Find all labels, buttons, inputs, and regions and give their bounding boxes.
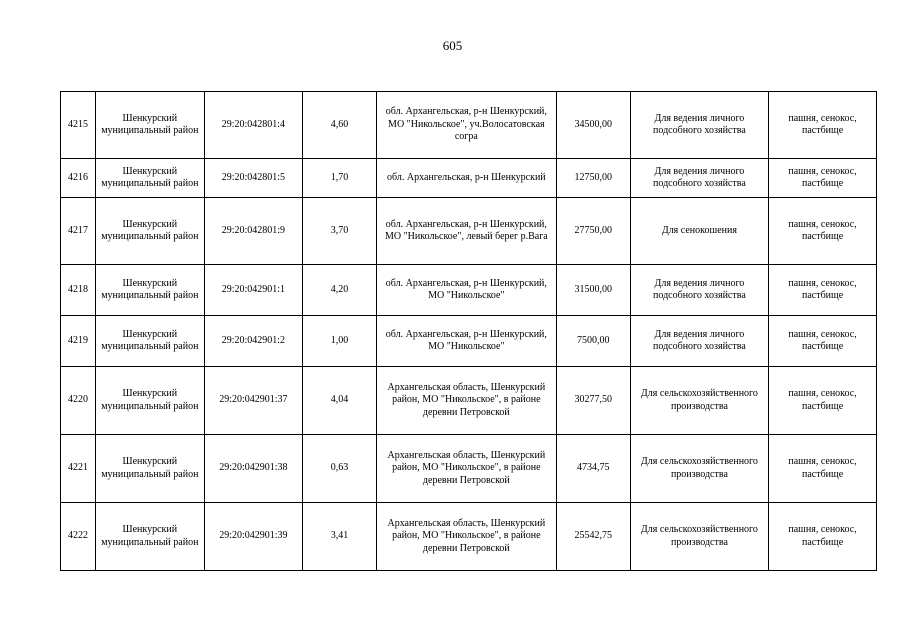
row-number: 4215 bbox=[61, 92, 96, 159]
area-cell: 0,63 bbox=[303, 435, 377, 503]
cadastre-number-cell: 29:20:042901:2 bbox=[204, 316, 302, 367]
area-cell: 1,70 bbox=[303, 159, 377, 198]
page-number: 605 bbox=[442, 38, 463, 53]
table-row bbox=[61, 159, 877, 198]
cadastre-number-cell: 29:20:042801:4 bbox=[204, 92, 302, 159]
value-cell: 25542,75 bbox=[556, 503, 630, 571]
table-row bbox=[61, 92, 877, 159]
table-row bbox=[61, 435, 877, 503]
address-cell: обл. Архангельская, р-н Шенкурский, МО "Никольское" bbox=[377, 265, 557, 316]
purpose-cell: Для сельскохозяйственного производства bbox=[630, 367, 768, 435]
address-cell: Архангельская область, Шенкурский район, МО "Никольское", в районе деревни Петровской bbox=[377, 503, 557, 571]
district-cell: Шенкурский муниципальный район bbox=[95, 265, 204, 316]
land-use-cell: пашня, сенокос, пастбище bbox=[769, 92, 877, 159]
district-cell: Шенкурский муниципальный район bbox=[95, 92, 204, 159]
land-use-cell: пашня, сенокос, пастбище bbox=[769, 159, 877, 198]
land-plots-table bbox=[60, 91, 877, 571]
area-cell: 3,41 bbox=[303, 503, 377, 571]
purpose-cell: Для ведения личного подсобного хозяйства bbox=[630, 316, 768, 367]
row-number: 4222 bbox=[61, 503, 96, 571]
area-cell: 4,60 bbox=[303, 92, 377, 159]
cadastre-number-cell: 29:20:042901:1 bbox=[204, 265, 302, 316]
land-use-cell: пашня, сенокос, пастбище bbox=[769, 198, 877, 265]
land-use-cell: пашня, сенокос, пастбище bbox=[769, 503, 877, 571]
purpose-cell: Для сельскохозяйственного производства bbox=[630, 503, 768, 571]
row-number: 4221 bbox=[61, 435, 96, 503]
row-number: 4220 bbox=[61, 367, 96, 435]
address-cell: обл. Архангельская, р-н Шенкурский, МО "Никольское" bbox=[377, 316, 557, 367]
row-number: 4217 bbox=[61, 198, 96, 265]
district-cell: Шенкурский муниципальный район bbox=[95, 159, 204, 198]
table-row bbox=[61, 198, 877, 265]
land-use-cell: пашня, сенокос, пастбище bbox=[769, 265, 877, 316]
table-row bbox=[61, 367, 877, 435]
address-cell: обл. Архангельская, р-н Шенкурский, МО "Никольское", левый берег р.Вага bbox=[377, 198, 557, 265]
area-cell: 1,00 bbox=[303, 316, 377, 367]
land-use-cell: пашня, сенокос, пастбище bbox=[769, 435, 877, 503]
table-row bbox=[61, 503, 877, 571]
area-cell: 4,04 bbox=[303, 367, 377, 435]
purpose-cell: Для сенокошения bbox=[630, 198, 768, 265]
area-cell: 4,20 bbox=[303, 265, 377, 316]
value-cell: 7500,00 bbox=[556, 316, 630, 367]
address-cell: Архангельская область, Шенкурский район, МО "Никольское", в районе деревни Петровской bbox=[377, 435, 557, 503]
row-number: 4216 bbox=[61, 159, 96, 198]
table-row bbox=[61, 316, 877, 367]
table-row bbox=[61, 265, 877, 316]
district-cell: Шенкурский муниципальный район bbox=[95, 367, 204, 435]
purpose-cell: Для сельскохозяйственного производства bbox=[630, 435, 768, 503]
cadastre-number-cell: 29:20:042801:5 bbox=[204, 159, 302, 198]
purpose-cell: Для ведения личного подсобного хозяйства bbox=[630, 159, 768, 198]
row-number: 4219 bbox=[61, 316, 96, 367]
district-cell: Шенкурский муниципальный район bbox=[95, 435, 204, 503]
value-cell: 34500,00 bbox=[556, 92, 630, 159]
cadastre-number-cell: 29:20:042901:38 bbox=[204, 435, 302, 503]
cadastre-number-cell: 29:20:042901:37 bbox=[204, 367, 302, 435]
row-number: 4218 bbox=[61, 265, 96, 316]
address-cell: обл. Архангельская, р-н Шенкурский bbox=[377, 159, 557, 198]
value-cell: 12750,00 bbox=[556, 159, 630, 198]
value-cell: 30277,50 bbox=[556, 367, 630, 435]
address-cell: Архангельская область, Шенкурский район, МО "Никольское", в районе деревни Петровской bbox=[377, 367, 557, 435]
district-cell: Шенкурский муниципальный район bbox=[95, 503, 204, 571]
district-cell: Шенкурский муниципальный район bbox=[95, 198, 204, 265]
address-cell: обл. Архангельская, р-н Шенкурский, МО "Никольское", уч.Волосатовская согра bbox=[377, 92, 557, 159]
land-use-cell: пашня, сенокос, пастбище bbox=[769, 367, 877, 435]
value-cell: 31500,00 bbox=[556, 265, 630, 316]
purpose-cell: Для ведения личного подсобного хозяйства bbox=[630, 265, 768, 316]
purpose-cell: Для ведения личного подсобного хозяйства bbox=[630, 92, 768, 159]
cadastre-number-cell: 29:20:042801:9 bbox=[204, 198, 302, 265]
value-cell: 4734,75 bbox=[556, 435, 630, 503]
cadastre-number-cell: 29:20:042901:39 bbox=[204, 503, 302, 571]
district-cell: Шенкурский муниципальный район bbox=[95, 316, 204, 367]
value-cell: 27750,00 bbox=[556, 198, 630, 265]
land-use-cell: пашня, сенокос, пастбище bbox=[769, 316, 877, 367]
area-cell: 3,70 bbox=[303, 198, 377, 265]
